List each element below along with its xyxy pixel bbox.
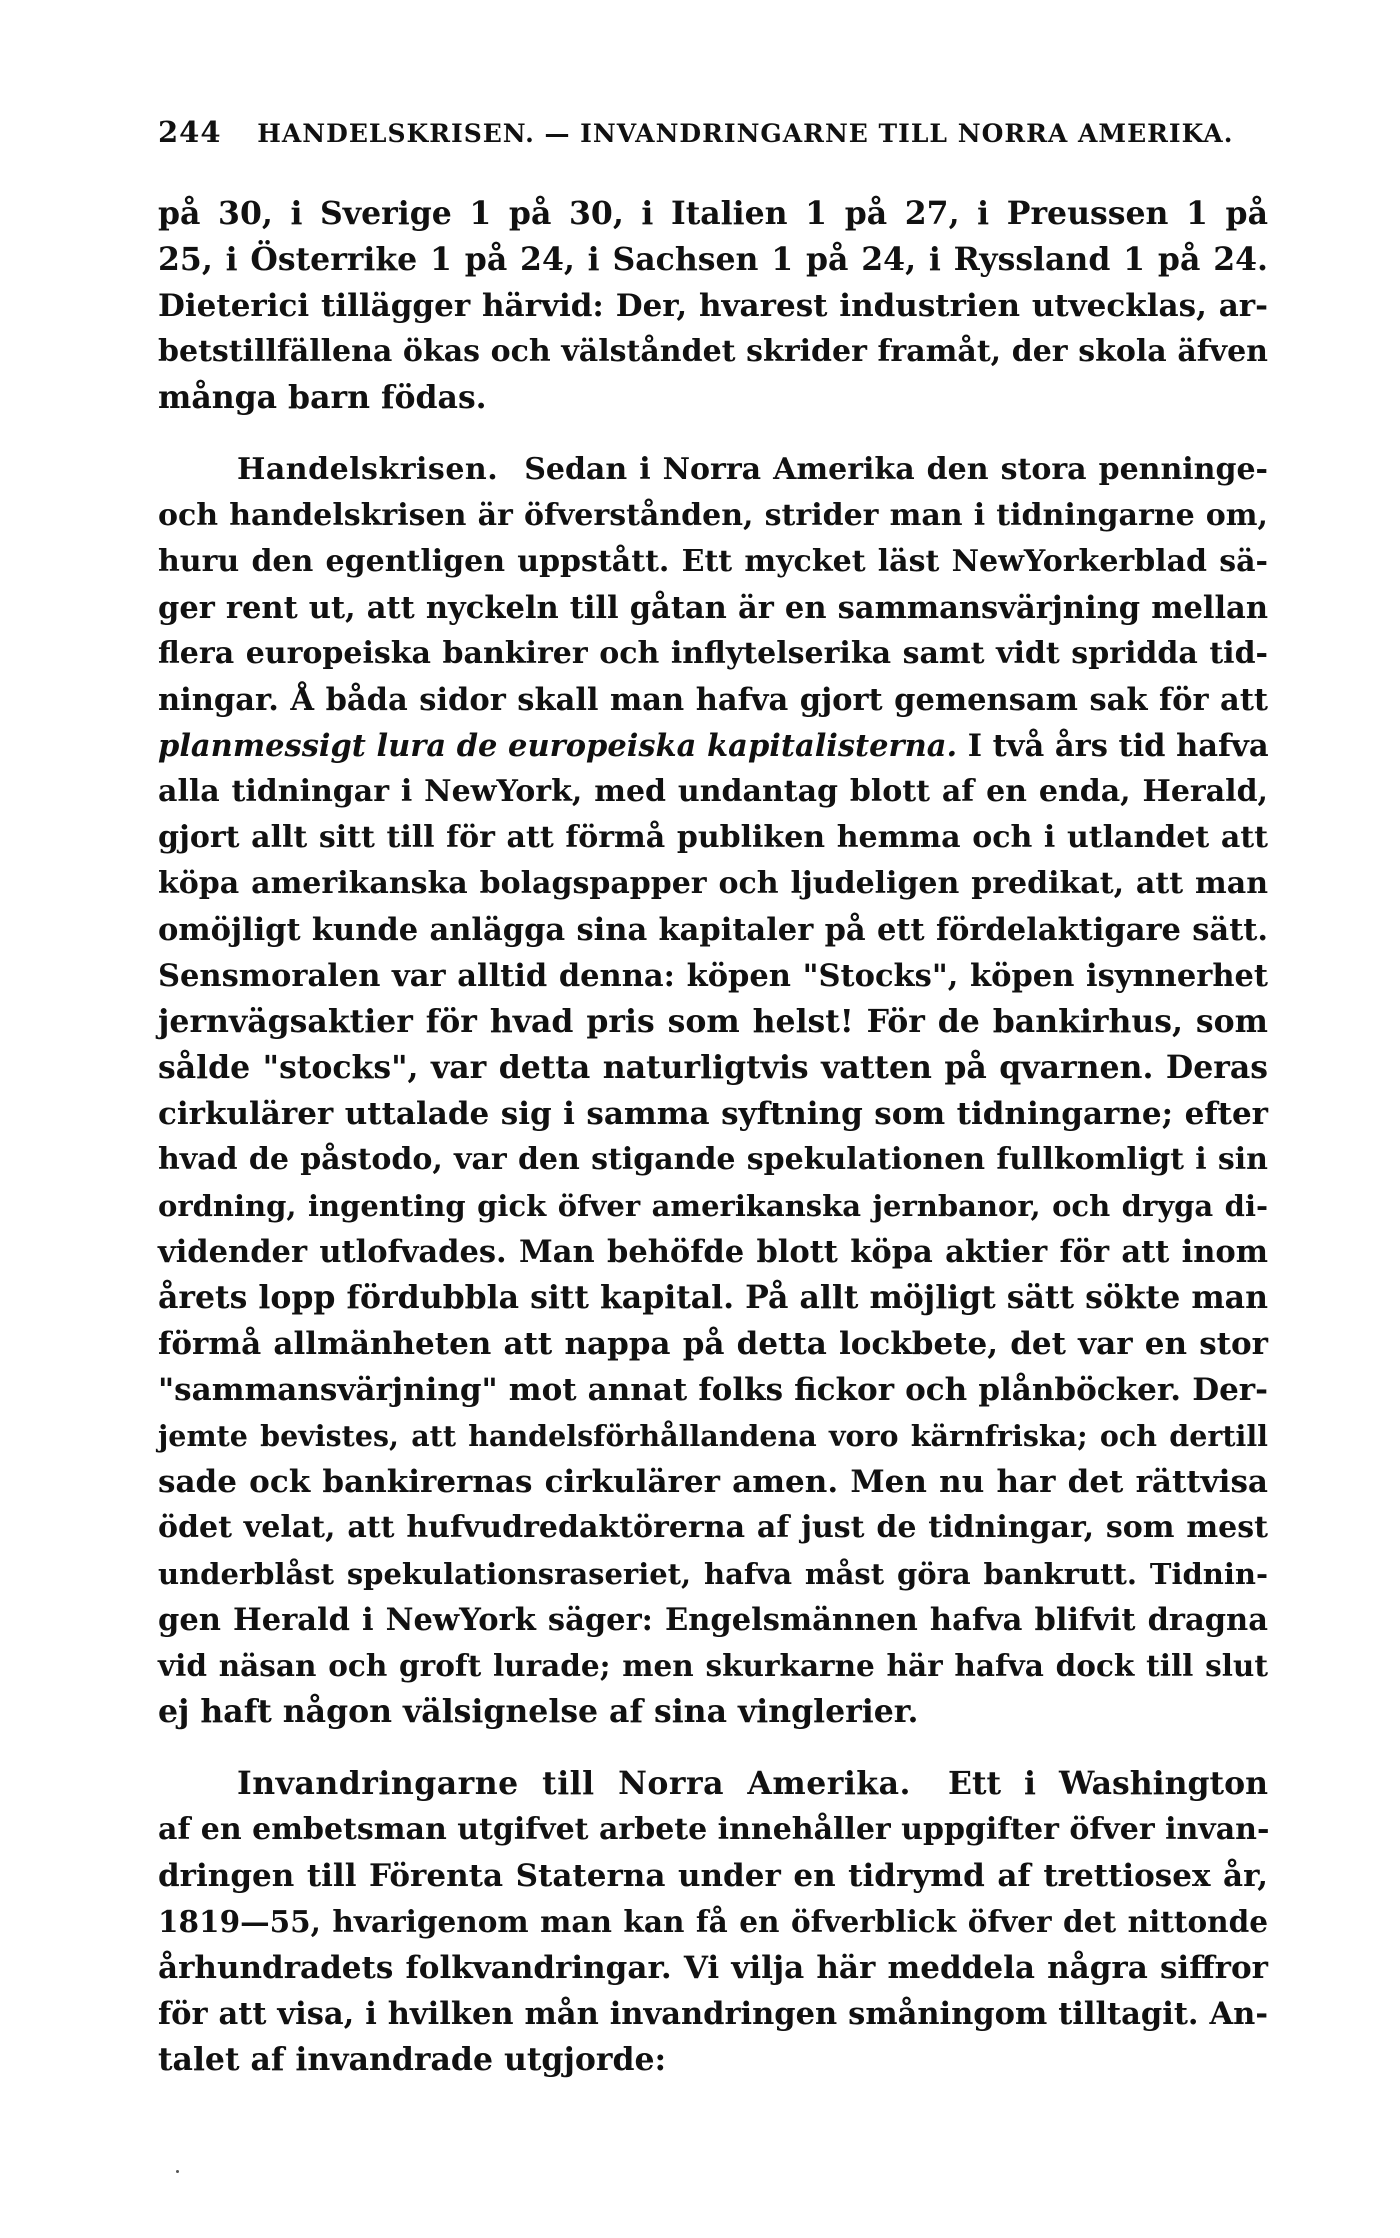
text-line: "sammansvärjning" mot annat folks fickor och plånböcker. Der-	[158, 1372, 1268, 1408]
text-fragment: Ett i Washington	[947, 1765, 1268, 1802]
text-line: af en embetsman utgifvet arbete innehåller uppgifter öfver invan-	[158, 1812, 1270, 1847]
text-line: Dieterici tillägger härvid: Der, hvarest industrien utvecklas, ar-	[158, 288, 1268, 324]
text-line: och handelskrisen är öfverstånden, strider man i tidningarne om,	[158, 498, 1268, 533]
text-line: ningar. Å båda sidor skall man hafva gjort gemensam sak för att	[158, 682, 1268, 718]
text-line: många barn födas.	[158, 379, 487, 416]
page-number: 244	[158, 115, 222, 149]
text-line: jernvägsaktier för hvad pris som helst! För de bankirhus, som	[158, 1003, 1268, 1040]
text-line: underblåst spekulationsraseriet, hafva måst göra bankrutt. Tidnin-	[158, 1557, 1268, 1591]
text-line: sålde "stocks", var detta naturligtvis vatten på qvarnen. Deras	[158, 1049, 1268, 1086]
section-heading-handelskrisen: Handelskrisen.	[237, 452, 499, 487]
running-head-title: HANDELSKRISEN. — INVANDRINGARNE TILL NORRA AMERIKA.	[257, 119, 1234, 148]
text-line: 25, i Österrike 1 på 24, i Sachsen 1 på 24, i Ryssland 1 på 24.	[158, 241, 1268, 278]
italic-phrase: planmessigt lura de europeiska kapitalisterna.	[158, 728, 958, 764]
text-line: för att visa, i hvilken mån invandringen småningom tilltagit. An-	[158, 1996, 1268, 2032]
text-line: huru den egentligen uppstått. Ett mycket läst NewYorkerblad sä-	[158, 544, 1268, 579]
text-line: sade ock bankirernas cirkulärer amen. Men nu har det rättvisa	[158, 1464, 1268, 1500]
text-line: gjort allt sitt till för att förmå publiken hemma och i utlandet att	[158, 820, 1268, 855]
text-line: hvad de påstodo, var den stigande spekulationen fullkomligt i sin	[158, 1142, 1268, 1177]
text-line: talet af invandrade utgjorde:	[158, 2041, 667, 2078]
text-line: gen Herald i NewYork säger: Engelsmännen hafva blifvit dragna	[158, 1602, 1268, 1638]
text-line: ej haft någon välsignelse af sina vinglerier.	[158, 1693, 919, 1730]
text-line: förmå allmänheten att nappa på detta lockbete, det var en stor	[158, 1326, 1268, 1362]
text-line: vid näsan och groft lurade; men skurkarne här hafva dock till slut	[158, 1648, 1268, 1683]
text-line: ordning, ingenting gick öfver amerikanska jernbanor, och dryga di-	[158, 1189, 1268, 1223]
text-line	[237, 1761, 1268, 1807]
text-line: Sensmoralen var alltid denna: köpen "Stocks", köpen isynnerhet	[158, 958, 1268, 994]
text-line: flera europeiska bankirer och inflytelserika samt vidt spridda tid-	[158, 636, 1268, 671]
text-line: jemte bevistes, att handelsförhållandena voro kärnfriska; och dertill	[158, 1419, 1268, 1453]
ink-speck	[176, 2170, 179, 2173]
text-line: vidender utlofvades. Man behöfde blott köpa aktier för att inom	[158, 1234, 1268, 1270]
text-line: köpa amerikanska bolagspapper och ljudeligen predikat, att man	[158, 866, 1268, 901]
text-line: omöjligt kunde anlägga sina kapitaler på ett fördelaktigare sätt.	[158, 912, 1268, 948]
text-line	[237, 447, 1268, 493]
text-line: betstillfällena ökas och välståndet skrider framåt, der skola äfven	[158, 334, 1268, 369]
running-head	[158, 115, 1268, 155]
text-line: dringen till Förenta Staterna under en tidrymd af trettiosex år,	[158, 1858, 1268, 1894]
text-line: årets lopp fördubbla sitt kapital. På allt möjligt sätt sökte man	[158, 1279, 1268, 1316]
text-line: 1819—55, hvarigenom man kan få en öfverblick öfver det nittonde	[158, 1904, 1268, 1939]
text-line: cirkulärer uttalade sig i samma syftning som tidningarne; efter	[158, 1096, 1268, 1132]
text-line: ger rent ut, att nyckeln till gåtan är en sammansvärjning mellan	[158, 590, 1268, 626]
text-line: ödet velat, att hufvudredaktörerna af just de tidningar, som mest	[158, 1510, 1268, 1545]
text-line: på 30, i Sverige 1 på 30, i Italien 1 på 27, i Preussen 1 på	[158, 195, 1268, 232]
text-line	[158, 723, 1268, 769]
text-line: århundradets folkvandringar. Vi vilja här meddela några siffror	[158, 1950, 1268, 1986]
text-fragment: I två års tid hafva	[967, 728, 1269, 764]
text-fragment: Sedan i Norra Amerika den stora penninge-	[524, 452, 1268, 487]
section-heading-invandringarne: Invandringarne till Norra Amerika.	[237, 1765, 912, 1802]
text-line: alla tidningar i NewYork, med undantag blott af en enda, Herald,	[158, 774, 1268, 809]
